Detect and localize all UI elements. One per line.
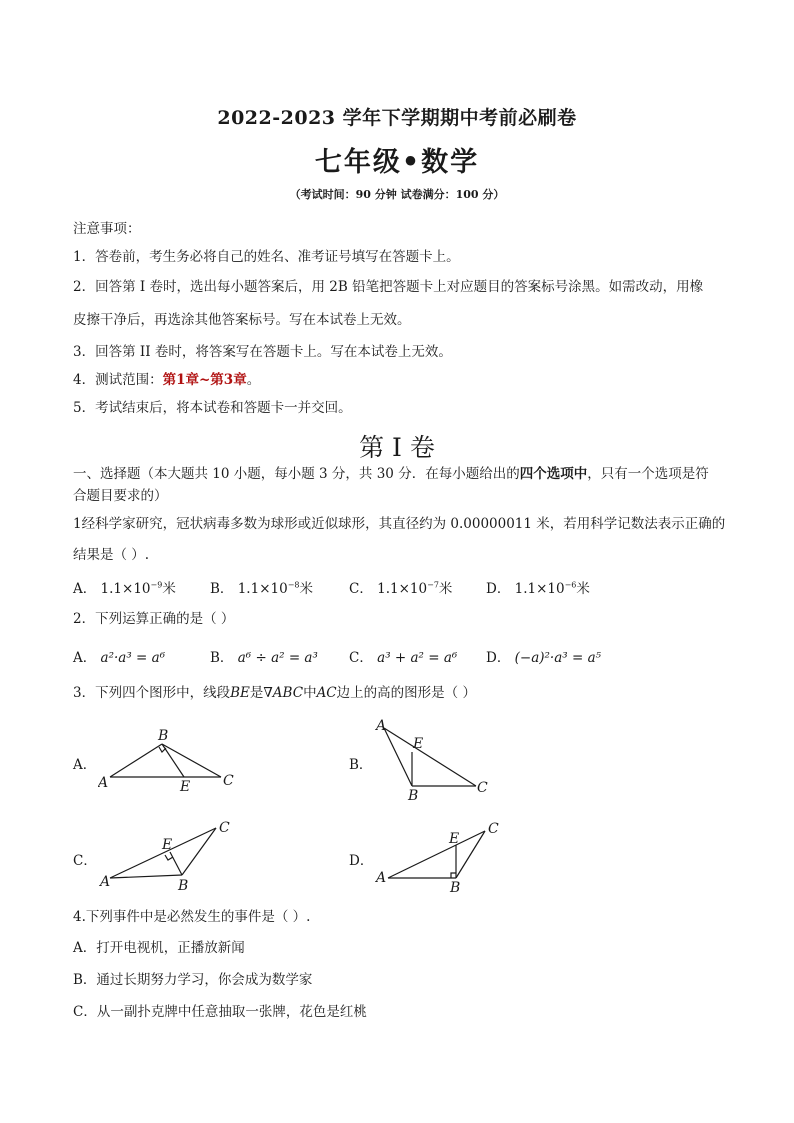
q1-option-b-unit: 米 bbox=[299, 581, 313, 597]
q3-fig-b-point-c: C bbox=[477, 780, 488, 796]
exam-info: （考试时间：90 分钟 试卷满分：100 分） bbox=[289, 188, 505, 201]
q3-fig-d-point-c: C bbox=[488, 821, 499, 837]
q1-option-c-label: C． bbox=[349, 581, 373, 597]
q3-fig-d-point-b: B bbox=[450, 880, 461, 893]
q3-figure-b bbox=[372, 716, 502, 806]
q3-option-b-label: B． bbox=[349, 757, 373, 773]
q3-stem-a: 3．下列四个图形中，线段 bbox=[73, 685, 231, 701]
q1-option-c-unit: 米 bbox=[438, 581, 453, 597]
q2-option-d-expr: (−a)²·a³ = a⁵ bbox=[514, 650, 602, 666]
q2-option-a-label: A． bbox=[73, 650, 97, 666]
note-3: 3．回答第 II 卷时，将答案写在答题卡上。写在本试卷上无效。 bbox=[73, 344, 452, 360]
q3-fig-a-point-a: A bbox=[98, 775, 109, 791]
exam-title: 2022-2023 学年下学期期中考前必刷卷 bbox=[217, 107, 577, 129]
section-1-intro-a: 一、选择题（本大题共 10 小题，每小题 3 分，共 30 分．在每小题给出的 bbox=[73, 466, 520, 482]
q3-stem-d: 边上的高的图形是（ ） bbox=[336, 685, 476, 701]
q2-option-c-label: C． bbox=[349, 650, 373, 666]
note-4-range: 第1章~第3章 bbox=[162, 372, 247, 388]
q1-option-a bbox=[73, 577, 176, 597]
q2-option-b-label: B． bbox=[210, 650, 234, 666]
q3-stem-b: 是 bbox=[249, 685, 264, 701]
note-5: 5．考试结束后，将本试卷和答题卡一并交回。 bbox=[73, 400, 352, 416]
note-1: 1．答卷前，考生务必将自己的姓名、准考证号填写在答题卡上。 bbox=[73, 249, 460, 265]
q1-option-b-mant: 1.1×10 bbox=[237, 581, 288, 597]
q3-stem-tri: ∇ABC bbox=[263, 685, 304, 701]
section-1-intro-line1 bbox=[73, 464, 709, 484]
q3-fig-b-point-b: B bbox=[408, 788, 419, 804]
note-4 bbox=[73, 370, 260, 390]
q3-fig-a-point-c: C bbox=[223, 773, 234, 789]
q3-fig-c-point-b: B bbox=[178, 878, 189, 893]
q1-stem-line2: 结果是（ ）. bbox=[73, 547, 150, 563]
section-1-intro-line2: 合题目要求的） bbox=[73, 488, 168, 504]
q3-fig-c-point-c: C bbox=[219, 820, 230, 836]
q3-fig-a-point-e: E bbox=[180, 779, 191, 795]
q3-fig-a-point-b: B bbox=[158, 728, 169, 744]
q1-option-d bbox=[486, 577, 590, 597]
q3-option-a-label: A． bbox=[73, 757, 97, 773]
q3-stem-be: BE bbox=[230, 685, 250, 701]
note-4-suffix: 。 bbox=[246, 372, 261, 388]
q3-fig-c-point-a: A bbox=[100, 874, 111, 890]
q3-fig-c-point-e: E bbox=[162, 837, 173, 853]
q2-option-b-expr: a⁶ ÷ a² = a³ bbox=[237, 650, 318, 666]
note-2-line2: 皮擦干净后，再选涂其他答案标号。写在本试卷上无效。 bbox=[73, 312, 411, 328]
q2-option-c bbox=[349, 646, 457, 666]
q2-option-c-expr: a³ + a² = a⁶ bbox=[377, 650, 458, 666]
note-4-prefix: 4．测试范围： bbox=[73, 372, 163, 388]
q1-option-d-label: D． bbox=[486, 581, 511, 597]
q3-figure-a bbox=[98, 725, 248, 795]
q2-stem: 2．下列运算正确的是（ ） bbox=[73, 611, 235, 627]
q1-option-b bbox=[210, 577, 313, 597]
volume-title: 第 I 卷 bbox=[359, 433, 435, 462]
q3-fig-d-point-a: A bbox=[376, 870, 387, 886]
q3-stem-c: 中 bbox=[303, 685, 317, 701]
q1-option-d-unit: 米 bbox=[576, 581, 590, 597]
q1-option-b-exp: −8 bbox=[287, 580, 300, 590]
q3-figure-c bbox=[98, 818, 238, 893]
section-1-intro-b: 四个选项中 bbox=[519, 466, 588, 482]
note-2-line1: 2．回答第 I 卷时，选出每小题答案后，用 2B 铅笔把答题卡上对应题目的答案标号涂黑。如需改动，用橡 bbox=[73, 279, 704, 295]
q1-option-d-mant: 1.1×10 bbox=[514, 581, 565, 597]
q2-option-d bbox=[486, 646, 601, 666]
q2-option-a-expr: a²·a³ = a⁶ bbox=[100, 650, 166, 666]
q1-option-c-exp: −7 bbox=[427, 580, 439, 590]
q4-option-c: C．从一副扑克牌中任意抽取一张牌，花色是红桃 bbox=[73, 1004, 367, 1020]
q1-option-c bbox=[349, 577, 452, 597]
q4-option-b: B．通过长期努力学习，你会成为数学家 bbox=[73, 972, 313, 988]
q3-stem-ac: AC bbox=[316, 685, 337, 701]
q2-option-d-label: D． bbox=[486, 650, 511, 666]
q1-option-a-mant: 1.1×10 bbox=[100, 581, 151, 597]
q1-option-a-unit: 米 bbox=[162, 581, 176, 597]
q3-fig-d-point-e: E bbox=[449, 831, 460, 847]
q3-option-c-label: C． bbox=[73, 853, 97, 869]
q1-option-a-exp: −9 bbox=[150, 580, 163, 590]
notes-heading: 注意事项： bbox=[73, 221, 141, 237]
q2-option-b bbox=[210, 646, 318, 666]
section-1-intro-c: ，只有一个选项是符 bbox=[587, 466, 709, 482]
exam-subject: 七年级•数学 bbox=[314, 147, 480, 178]
q4-option-a: A．打开电视机，正播放新闻 bbox=[73, 940, 245, 956]
q3-figure-d bbox=[372, 818, 512, 893]
q4-stem: 4.下列事件中是必然发生的事件是（ ）. bbox=[73, 909, 311, 925]
q3-option-d-label: D． bbox=[349, 853, 374, 869]
q3-stem bbox=[73, 683, 476, 703]
q1-option-c-mant: 1.1×10 bbox=[377, 581, 428, 597]
q3-fig-b-point-e: E bbox=[413, 736, 424, 752]
q3-fig-b-point-a: A bbox=[376, 718, 387, 734]
q1-stem-line1: 1经科学家研究，冠状病毒多数为球形或近似球形，其直径约为 0.00000011 米，若用科学记数法表示正确的 bbox=[73, 516, 726, 532]
q1-option-b-label: B． bbox=[210, 581, 234, 597]
q1-option-d-exp: −6 bbox=[564, 580, 577, 590]
q1-option-a-label: A． bbox=[73, 581, 97, 597]
q2-option-a bbox=[73, 646, 165, 666]
